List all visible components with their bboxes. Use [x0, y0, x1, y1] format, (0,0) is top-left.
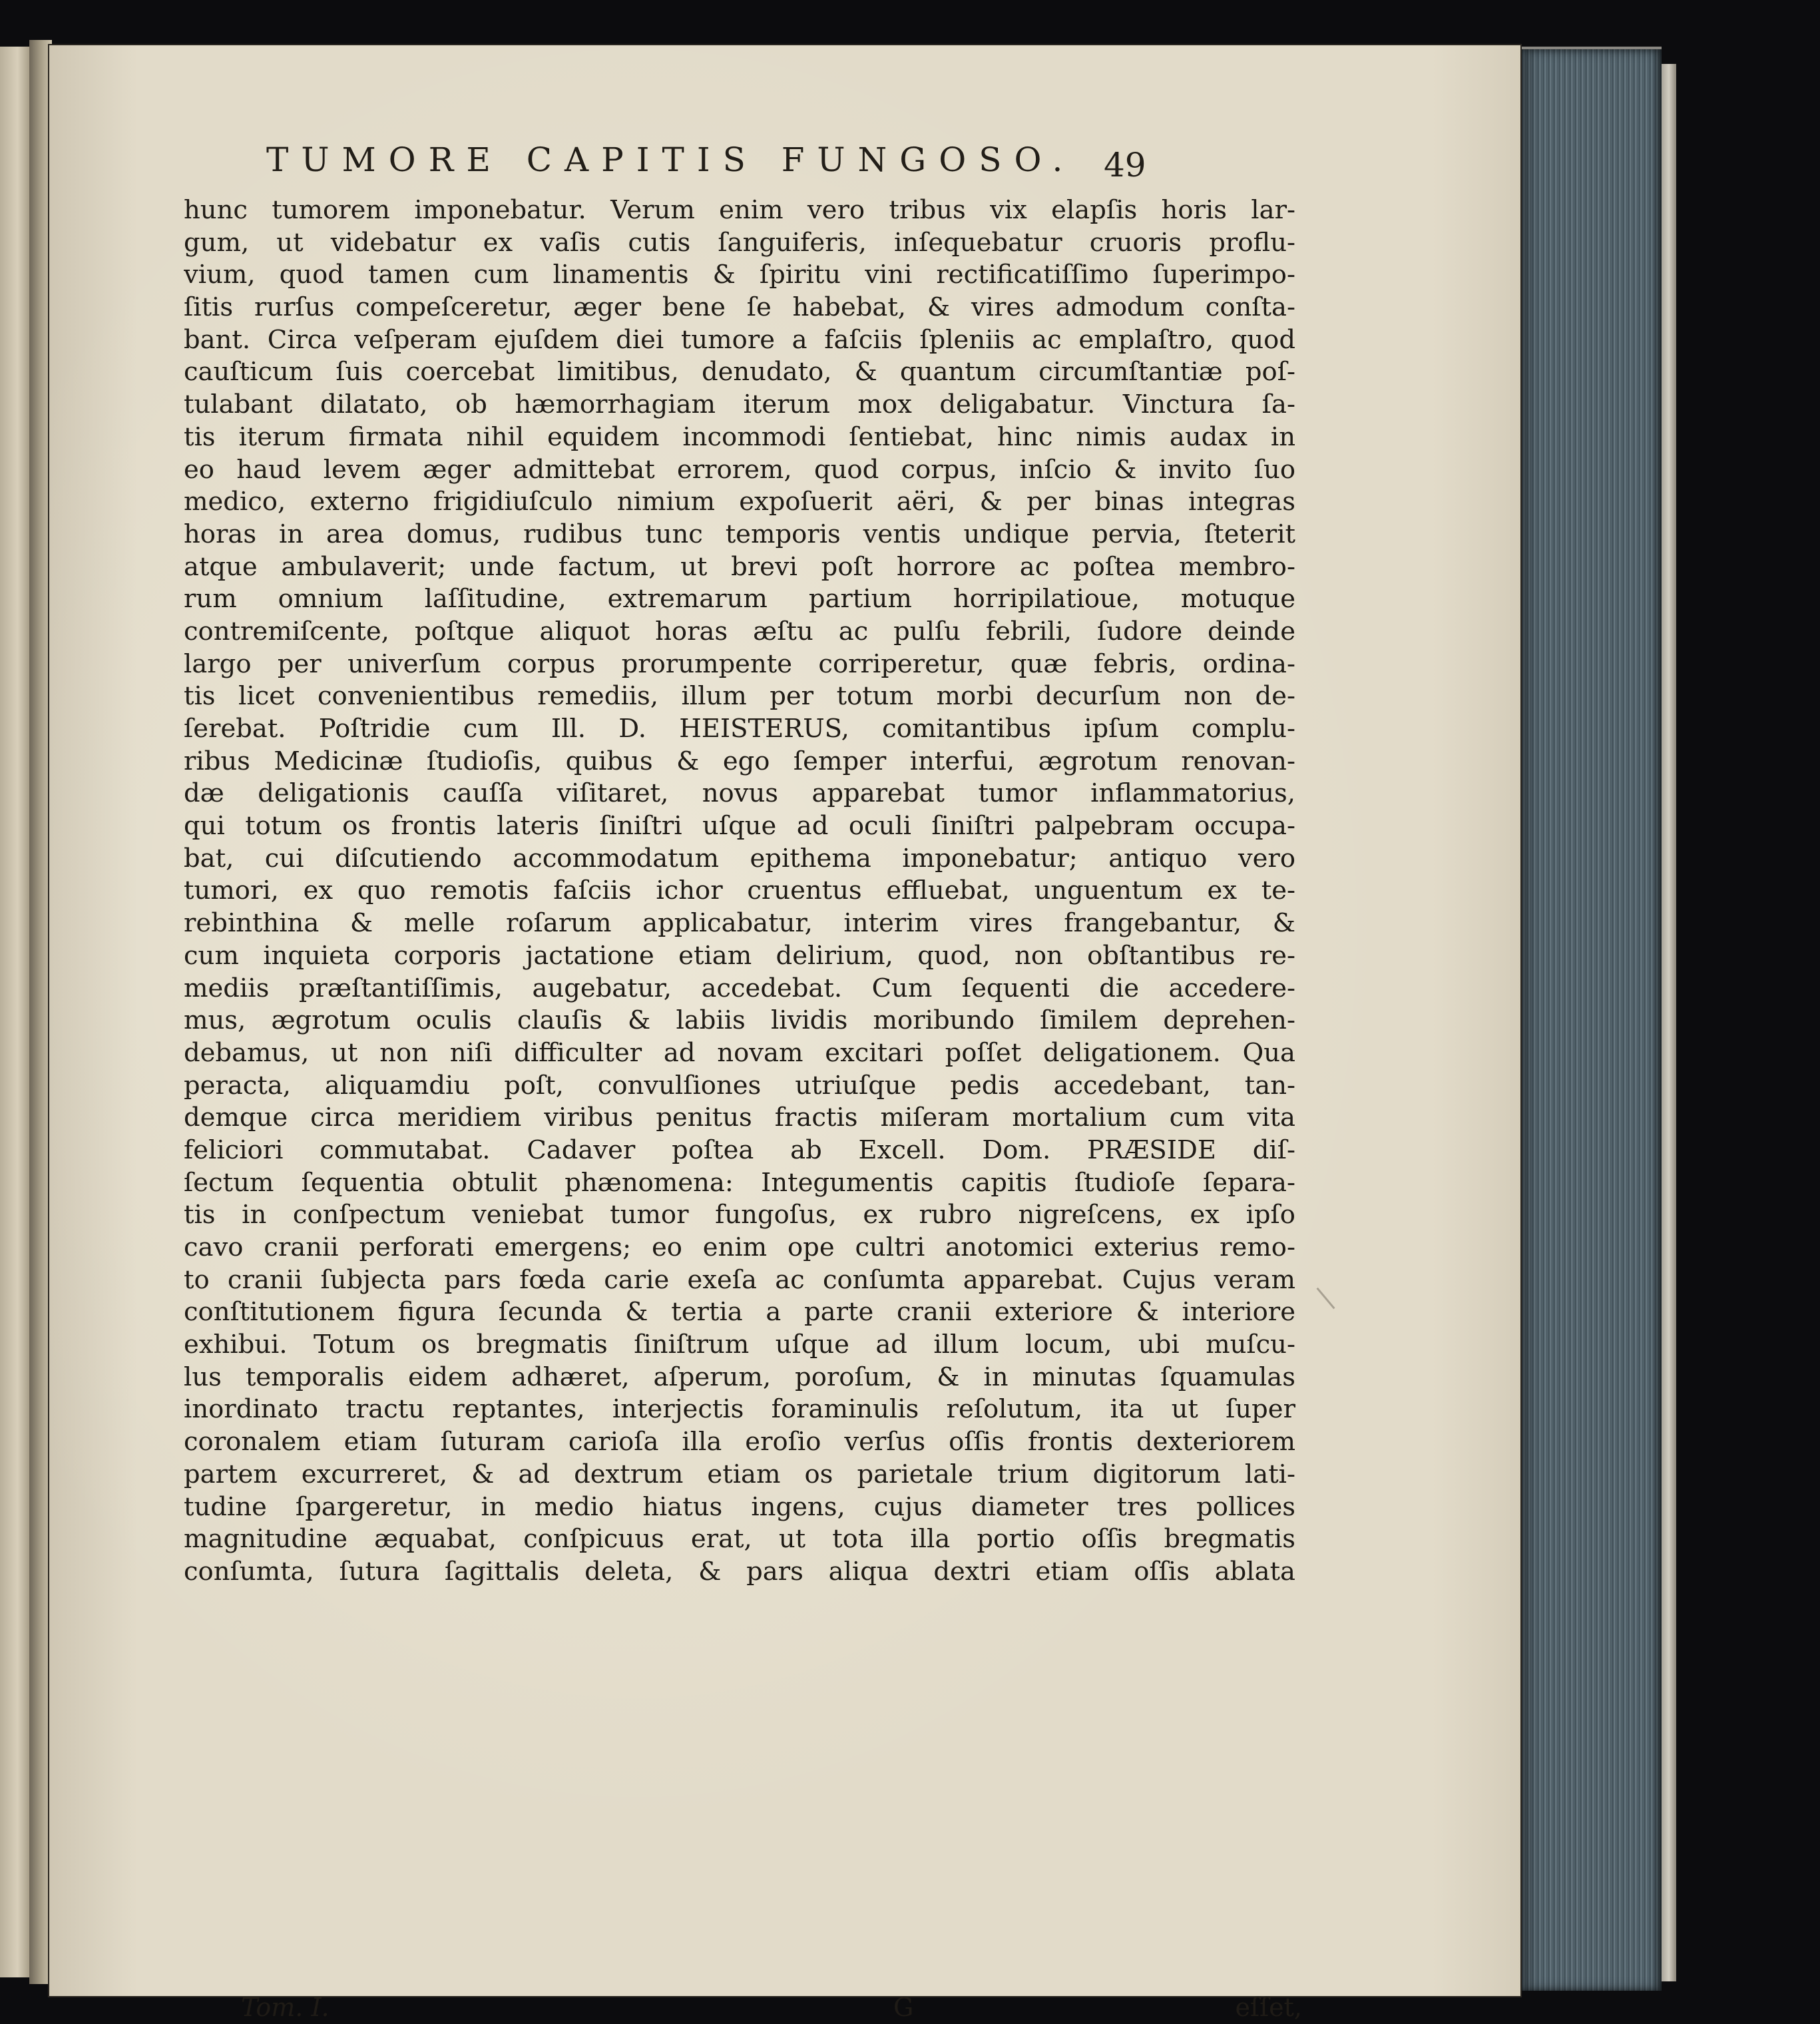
text-line: inordinato tractu reptantes, interjectis foraminulis reſolutum, ita ut ſuper: [184, 1394, 1295, 1425]
text-line: dæ deligationis cauſſa viſitaret, novus apparebat tumor inflammatorius,: [184, 778, 1295, 809]
text-line: vium, quod tamen cum linamentis & ſpiritu vini rectificatiſſimo ſuperimpo-: [184, 260, 1295, 290]
text-line: cauſticum ſuis coercebat limitibus, denudato, & quantum circumſtantiæ poſ-: [184, 357, 1295, 387]
text-line: lus temporalis eidem adhæret, aſperum, poroſum, & in minutas ſquamulas: [184, 1362, 1295, 1392]
page-number: 49: [1104, 146, 1146, 184]
text-line: qui totum os frontis lateris ſiniſtri uſque ad oculi ſiniſtri palpebram occupa-: [184, 811, 1295, 842]
text-line: magnitudine æquabat, conſpicuus erat, ut tota illa portio oſſis bregmatis: [184, 1524, 1295, 1555]
text-line: ribus Medicinæ ſtudioſis, quibus & ego ſemper interfui, ægrotum renovan-: [184, 746, 1295, 776]
volume-mark: Tom. I.: [241, 1993, 330, 2022]
body-text: [184, 194, 1295, 1589]
text-line: ſectum ſequentia obtulit phænomena: Integumentis capitis ſtudioſe ſepara-: [184, 1167, 1295, 1198]
text-line: to cranii ſubjecta pars fœda carie exeſa ac conſumta apparebat. Cujus veram: [184, 1264, 1295, 1295]
text-line: tulabant dilatato, ob hæmorrhagiam iterum mox deligabatur. Vinctura ſa-: [184, 389, 1295, 420]
text-line: rum omnium laſſitudine, extremarum partium horripilatioue, motuque: [184, 584, 1295, 615]
book-gutter: [29, 40, 52, 1984]
text-line: largo per univerſum corpus prorumpente corriperetur, quæ febris, ordina-: [184, 648, 1295, 679]
text-line: eo haud levem æger admittebat errorem, quod corpus, inſcio & invito ſuo: [184, 454, 1295, 485]
running-head: TUMORE CAPITIS FUNGOSO.: [266, 140, 1076, 179]
text-line: bant. Circa veſperam ejuſdem diei tumore a faſciis ſpleniis ac emplaſtro, quod: [184, 324, 1295, 355]
text-line: bat, cui diſcutiendo accommodatum epithema imponebatur; antiquo vero: [184, 843, 1295, 874]
text-line: horas in area domus, rudibus tunc temporis ventis undique pervia, ſteterit: [184, 519, 1295, 549]
text-line: debamus, ut non niſi difficulter ad novam excitari poſſet deligationem. Qua: [184, 1037, 1295, 1068]
text-line: demque circa meridiem viribus penitus fractis miſeram mortalium cum vita: [184, 1103, 1295, 1133]
book-cover-edge: [1662, 64, 1676, 1981]
page-footer: [197, 1991, 1302, 2024]
signature-mark: G: [893, 1993, 914, 2022]
text-line: tis licet convenientibus remediis, illum per totum morbi decurſum non de-: [184, 681, 1295, 712]
text-line: mus, ægrotum oculis clauſis & labiis lividis moribundo ſimilem deprehen-: [184, 1005, 1295, 1036]
text-line: partem excurreret, & ad dextrum etiam os parietale trium digitorum lati-: [184, 1459, 1295, 1489]
text-line: tudine ſpargeretur, in medio hiatus ingens, cujus diameter tres pollices: [184, 1491, 1295, 1522]
text-line: feliciori commutabat. Cadaver poſtea ab Excell. Dom. PRÆSIDE diſ-: [184, 1135, 1295, 1165]
page-header: [140, 140, 1438, 196]
text-line: medico, externo frigidiuſculo nimium expoſuerit aëri, & per binas integras: [184, 487, 1295, 517]
text-line: tis in conſpectum veniebat tumor fungoſus, ex rubro nigreſcens, ex ipſo: [184, 1200, 1295, 1230]
text-line: mediis præſtantiſſimis, augebatur, accedebat. Cum ſequenti die accedere-: [184, 973, 1295, 1003]
facing-page-edge: [0, 47, 29, 1977]
text-line: hunc tumorem imponebatur. Verum enim vero tribus vix elapſis horis lar-: [184, 195, 1295, 225]
text-line: cavo cranii perforati emergens; eo enim ope cultri anotomici exterius remo-: [184, 1232, 1295, 1262]
text-line: ſerebat. Poſtridie cum Ill. D. HEISTERUS, comitantibus ipſum complu-: [184, 714, 1295, 744]
text-line: tis iterum firmata nihil equidem incommodi ſentiebat, hinc nimis audax in: [184, 421, 1295, 452]
text-line: conſtitutionem figura ſecunda & tertia a parte cranii exteriore & interiore: [184, 1297, 1295, 1328]
text-line: gum, ut videbatur ex vaſis cutis ſanguiferis, inſequebatur cruoris proflu-: [184, 227, 1295, 258]
text-line: tumori, ex quo remotis faſciis ichor cruentus effluebat, unguentum ex te-: [184, 876, 1295, 906]
text-block: [140, 140, 1438, 2022]
text-line: ſitis rurſus compeſceretur, æger bene ſe habebat, & vires admodum conſta-: [184, 292, 1295, 323]
catchword: eſſet,: [1235, 1993, 1302, 2022]
text-line: atque ambulaverit; unde factum, ut brevi poſt horrore ac poſtea membro-: [184, 551, 1295, 582]
text-line: rebinthina & melle roſarum applicabatur, interim vires frangebantur, &: [184, 908, 1295, 939]
text-line: peracta, aliquamdiu poſt, convulſiones utriuſque pedis accedebant, tan-: [184, 1070, 1295, 1101]
text-line: coronalem etiam ſuturam carioſa illa eroſio verſus oſſis frontis dexteriorem: [184, 1427, 1295, 1457]
text-line: contremiſcente, poſtque aliquot horas æſtu ac pulſu febrili, ſudore deinde: [184, 616, 1295, 646]
text-line: cum inquieta corporis jactatione etiam delirium, quod, non obſtantibus re-: [184, 940, 1295, 971]
page-block-fore-edge: [1520, 49, 1662, 1991]
text-line: exhibui. Totum os bregmatis ſiniſtrum uſque ad illum locum, ubi muſcu-: [184, 1330, 1295, 1360]
text-line: conſumta, ſutura ſagittalis deleta, & pars aliqua dextri etiam oſſis ablata: [184, 1556, 1295, 1587]
